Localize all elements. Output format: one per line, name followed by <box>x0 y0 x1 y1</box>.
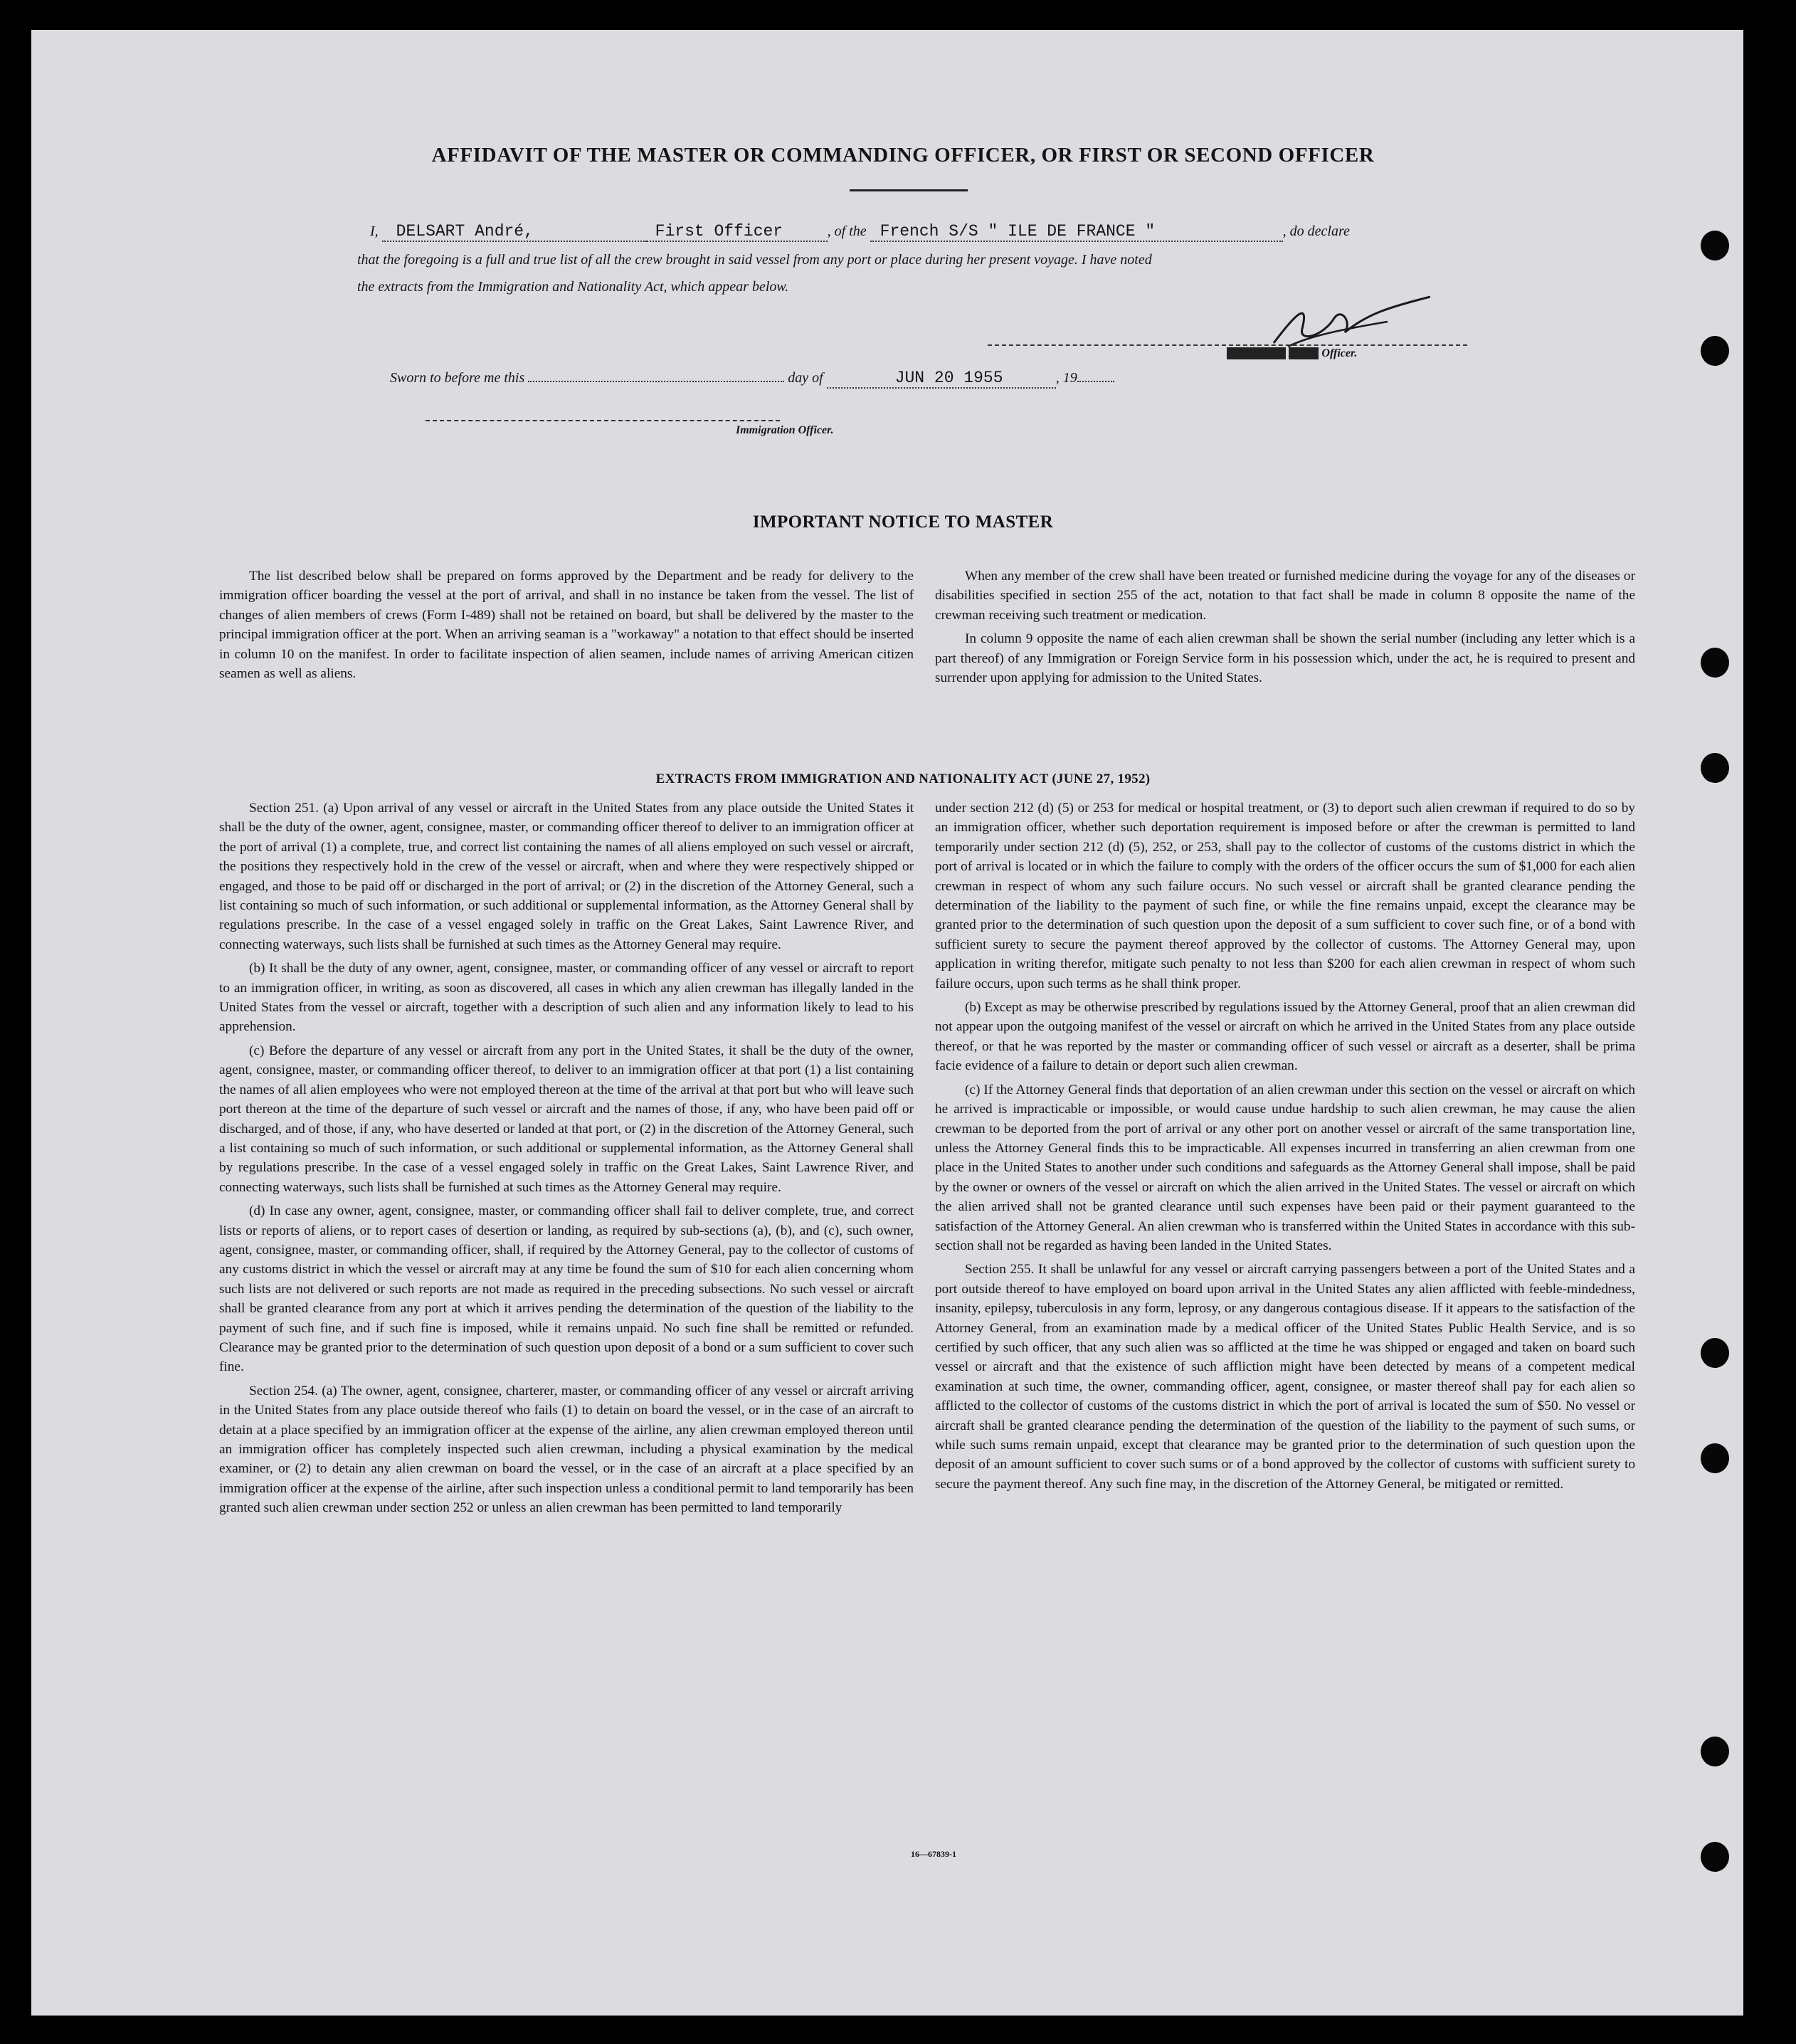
notice-paragraph: In column 9 opposite the name of each alien crewman shall be shown the serial number (including any letter which is a part thereof) of any Immigration or Foreign Service form in his possession which, under the act, he is required to present and surrender upon applying for admission to the United States. <box>935 631 1635 686</box>
extracts-heading: EXTRACTS FROM IMMIGRATION AND NATIONALITY ACT (JUNE 27, 1952) <box>655 771 1151 786</box>
extract-paragraph: (b) Except as may be otherwise prescribed by regulations issued by the Attorney General, proof that an alien crewman did not appear upon the outgoing manifest of the vessel or aircraft on which he arrived in the United States from any place outside thereof, or that he was reported by the master or commanding officer of such vessel or aircraft as a deserter, shall be prima facie evidence of a failure to detain or deport such alien crewman. <box>935 1000 1635 1074</box>
officer-name-field <box>382 222 647 242</box>
sworn-year-field <box>1077 381 1114 382</box>
punch-hole <box>1701 231 1729 260</box>
sworn-line <box>390 369 1114 389</box>
notice-paragraph: When any member of the crew shall have been treated or furnished medicine during the voyage for any of the diseases or disabilities specified in section 255 of the act, notation to that fact shall be made in column 8 opposite the name of the crewman receiving such treatment or medication. <box>935 569 1635 623</box>
sworn-day-field <box>528 381 784 382</box>
declaration-line-1 <box>370 222 1350 242</box>
sworn-year: , 19 <box>1055 370 1077 386</box>
extracts-right-column <box>935 799 1635 1498</box>
vessel-name: French S/S " ILE DE FRANCE " <box>879 222 1156 241</box>
declaration-i: I, <box>370 223 379 239</box>
officer-signature-caption <box>1227 347 1357 360</box>
extract-paragraph: (d) In case any owner, agent, consignee, master, or commanding officer shall fail to deliver complete, true, and correct lists or reports of aliens, or to report cases of desertion or landing, as required by sub-sections (a), (b), and (c), such owner, agent, consignee, master, or commanding officer, shall, if required by the Attorney General, pay to the collector of customs of any customs district in which the vessel or aircraft may at any time be found the sum of $10 for each alien concerning whom such lists are not delivered or such reports are not made as required in the preceding subsections. No such vessel or aircraft shall be granted clearance from any port at which it arrives pending the determination of the question of the liability to the payment of such fine, and if such fine is imposed, while it remains unpaid. No such fine shall be remitted or refunded. Clearance may be granted prior to the determination of such question upon deposit of a bond or a sum sufficient to cover such fine. <box>219 1203 914 1375</box>
notice-paragraph: The list described below shall be prepared on forms approved by the Department and be ready for delivery to the immigration officer boarding the vessel at the port of arrival, and shall in no instance be taken from the vessel. The list of changes of alien members of crews (Form I-489) shall not be retained on board, but shall be delivered by the master to the principal immigration officer at the port. When an arriving seaman is a "workaway" a notation to that effect should be inserted in column 10 on the manifest. In order to facilitate inspection of alien seamen, include names of arriving American citizen seamen as well as aliens. <box>219 569 914 682</box>
vessel-field <box>870 222 1283 242</box>
extract-paragraph: under section 212 (d) (5) or 253 for medical or hospital treatment, or (3) to deport such alien crewman if required to do so by an immigration officer, whether such deportation requirement is imposed before or after the crewman is permitted to land temporarily under section 212 (d) (5), 252, or 253, shall pay to the collector of customs of the customs district in which the port of arrival is located or in which the failure to comply with the orders of the officer occurs the sum of $1,000 for each alien crewman in respect of whom any such failure occurs. No such vessel or aircraft shall be granted clearance pending the determination of the liability to the payment of such fine, or while the fine remains unpaid, except the clearance may be granted prior to the determination of such question upon the deposit of a sum sufficient to cover such fine, or of a bond with sufficient surety to secure the payment thereof approved by the collector of customs. The Attorney General may, upon application in writing therefor, mitigate such penalty to not less than $200 for each alien crewman in respect of whom such failure occurs, upon such terms as he shall think proper. <box>935 801 1635 991</box>
extract-paragraph: Section 255. It shall be unlawful for any vessel or aircraft carrying passengers between a port of the United States and a port outside thereof to have employed on board upon arrival in the United States any alien afflicted with feeble-mindedness, insanity, epilepsy, tuberculosis in any form, leprosy, or any dangerous contagious disease. If it appears to the satisfaction of the Attorney General, from an examination made by a medical officer of the United States Public Health Service, and is so certified by such officer, that any such alien was so afflicted at the time he was shipped or engaged and taken on board such vessel or aircraft and that the existence of such affliction might have been detected by means of a competent medical examination at such time, the owner, commanding officer, agent, consignee, or master thereof shall pay for each alien so afflicted to the collector of customs of the customs district in which the port of arrival is located the sum of $50. No vessel or aircraft shall be granted clearance pending the determination of the question of the liability to the payment of such sums, or while such sums remain unpaid, except that clearance may be granted prior to the determination of such question upon the deposit of an amount sufficient to cover such sums or of a bond approved by the collector of customs with sufficient surety to secure the payment thereof. Any such fine may, in the discretion of the Attorney General, be mitigated or remitted. <box>935 1262 1635 1492</box>
officer-name: DELSART André, <box>396 222 534 241</box>
sworn-date-field <box>827 369 1056 389</box>
officer-rank: First Officer <box>655 222 783 241</box>
affidavit-title: AFFIDAVIT OF THE MASTER OR COMMANDING OFFICER, OR FIRST OR SECOND OFFICER <box>431 144 1375 167</box>
extract-paragraph: Section 254. (a) The owner, agent, consignee, charterer, master, or commanding officer of any vessel or aircraft arriving in the United States from any place outside thereof who fails (1) to detain on board the vessel, or in the case of an aircraft to detain at a place specified by an immigration officer at the expense of the airline, any alien crewman employed thereon until an immigration officer has completely inspected such alien crewman, including a physical examination by the medical examiner, or (2) to detain any alien crewman on board the vessel, or in the case of an aircraft at a place specified by an immigration officer at the expense of the airline, after such inspection unless a conditional permit to land temporarily has been granted such alien crewman under section 252 or unless an alien crewman has been permitted to land temporarily <box>219 1383 914 1516</box>
immigration-officer-caption: Immigration Officer. <box>736 424 834 436</box>
declaration-do-declare: , do declare <box>1282 223 1350 239</box>
notice-heading: IMPORTANT NOTICE TO MASTER <box>752 512 1054 532</box>
sworn-day-of: day of <box>788 370 823 386</box>
punch-hole <box>1701 336 1729 366</box>
punch-hole <box>1701 1338 1729 1368</box>
punch-hole <box>1701 648 1729 678</box>
extract-paragraph: (c) If the Attorney General finds that deportation of an alien crewman under this section on the vessel or aircraft on which he arrived is impracticable or impossible, or would cause undue hardship to such alien crewman, he may cause the alien crewman to be deported from the port of arrival or any other port on another vessel or aircraft of the same transportation line, unless the Attorney General finds this to be impracticable. All expenses incurred in transferring an alien crewman from one place in the United States to another under such conditions and safeguards as the Attorney General shall impose, shall be paid by the owner or owners of the vessel or aircraft on which the alien arrived in the United States. The vessel or aircraft on which the alien arrived shall not be granted clearance until such expenses have been paid or their payment guaranteed to the satisfaction of the Attorney General. An alien crewman who is transferred within the United States in accordance with this sub-section shall not be regarded as having been landed in the United States. <box>935 1082 1635 1253</box>
extract-paragraph: Section 251. (a) Upon arrival of any vessel or aircraft in the United States from any place outside the United States it shall be the duty of the owner, agent, consignee, master, or commanding officer thereof to deliver to an immigration officer at the port of arrival (1) a complete, true, and correct list containing the names of all aliens employed on such vessel or aircraft, the positions they respectively hold in the crew of the vessel or aircraft, when and where they were respectively shipped or engaged, and those to be paid off or discharged in the port of arrival; or (2) in the discretion of the Attorney General, such a list containing so much of such information, or such additional or supplemental information, as the Attorney General shall by regulations prescribe. In the case of a vessel engaged solely in traffic on the Great Lakes, Saint Lawrence River, and connecting waterways, such lists shall be furnished at such times as the Attorney General may require. <box>219 801 914 952</box>
form-number: 16—67839-1 <box>911 1849 956 1859</box>
extract-paragraph: (c) Before the departure of any vessel or aircraft from any port in the United States, it shall be the duty of the owner, agent, consignee, master, or commanding officer thereof, to deliver to an immigration officer at that port (1) a list containing the names of all alien employees who were not employed thereon at the time of the arrival at that port but who will leave such port thereon at the time of the departure of such vessel or aircraft and the names of those, if any, who have been paid off or discharged, and of those, if any, who have deserted or landed at that port, or (2) in the discretion of the Attorney General, such a list containing so much of such information, or such additional or supplemental information, as the Attorney General shall by regulations prescribe. In the case of a vessel engaged solely in traffic on the Great Lakes, Saint Lawrence River, and connecting waterways, such lists shall be furnished at such times as the Attorney General may require. <box>219 1043 914 1195</box>
punch-hole <box>1701 753 1729 783</box>
signature-line <box>988 344 1467 346</box>
immigration-officer-line <box>426 420 780 421</box>
officer-caption: Officer. <box>1321 347 1358 359</box>
title-underline <box>850 189 968 191</box>
declaration-of-the: , of the <box>827 223 867 239</box>
notice-left-column <box>219 567 914 688</box>
extracts-left-column <box>219 799 914 1522</box>
punch-hole <box>1701 1443 1729 1473</box>
struck-word-1: XXXX, First <box>1227 347 1286 359</box>
declaration-line-3: the extracts from the Immigration and Nationality Act, which appear below. <box>357 279 789 295</box>
officer-rank-field <box>647 222 828 242</box>
struck-word-2: XXXX <box>1288 347 1319 359</box>
sworn-label: Sworn to before me this <box>390 370 525 386</box>
sworn-date: JUN 20 1955 <box>894 369 1003 387</box>
punch-hole <box>1701 1842 1729 1872</box>
punch-hole <box>1701 1737 1729 1766</box>
document-page <box>31 30 1743 2016</box>
extract-paragraph: (b) It shall be the duty of any owner, agent, consignee, master, or commanding officer of any vessel or aircraft to report to an immigration officer, in writing, as soon as discovered, all cases in which any alien crewman has illegally landed in the United States from the vessel or aircraft, together with a description of such alien and any information likely to lead to his apprehension. <box>219 961 914 1035</box>
notice-right-column <box>935 567 1635 692</box>
declaration-line-2: that the foregoing is a full and true list of all the crew brought in said vessel from any port or place during her present voyage. I have noted <box>357 252 1152 268</box>
